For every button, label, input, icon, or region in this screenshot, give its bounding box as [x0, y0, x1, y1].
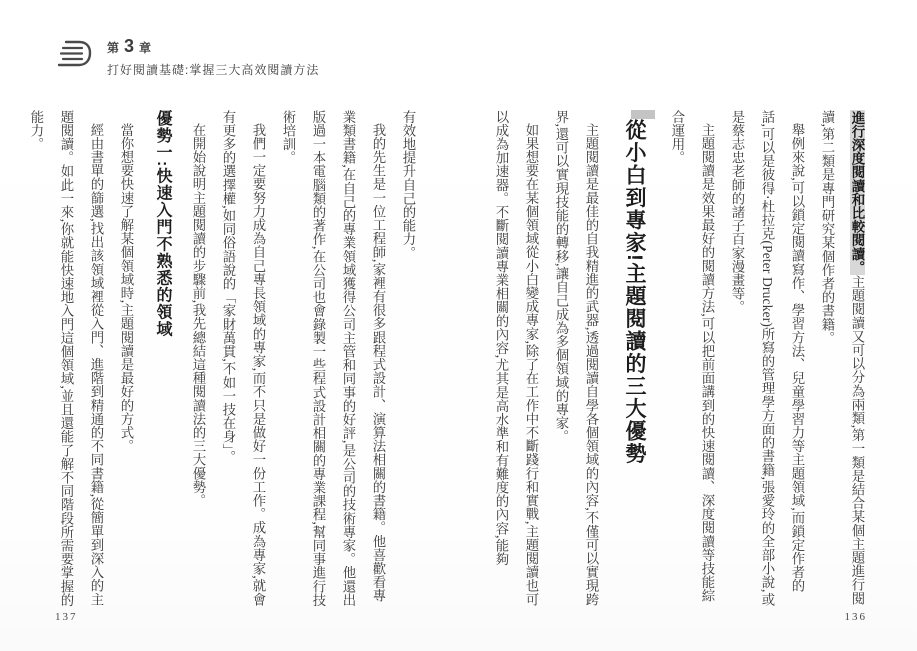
paragraph: 當你想要快速了解某個領域時,主題閱讀是最好的方式。 — [119, 123, 134, 454]
page-left — [29, 110, 423, 610]
paragraph: 在開始說明主題閱讀的步驟前,我先總結這種閱讀法的三大優勢。 — [191, 123, 206, 508]
paragraph: 我們一定要努力成為自己專長領域的專家,而不只是做好一份工作。成為專家,就會有更多的選擇權,如同俗語說的「家財萬貫,不如一技在身」。 — [221, 110, 266, 607]
chapter-prefix: 第 — [107, 41, 122, 55]
paragraph: 主題閱讀是效果最好的閱讀方法,可以把前面講到的快速閱讀、深度閱讀等技能綜合運用。 — [670, 110, 715, 603]
chapter-subtitle: 打好閱讀基礎:掌握三大高效閱讀方法 — [107, 63, 320, 77]
chapter-number-line — [107, 36, 319, 57]
section-heading-text: 從小白到專家!主題閱讀的三大優勢 — [623, 119, 646, 465]
highlighted-lead: 進行深度閱讀和比較閱讀。 — [850, 111, 865, 275]
chapter-header — [55, 36, 319, 78]
chapter-number: 3 — [124, 36, 137, 56]
book-lines-icon — [55, 38, 93, 70]
chapter-title-block — [107, 36, 319, 78]
page-right — [488, 110, 872, 610]
paragraph: 舉例來說,可以鎖定閱讀寫作、學習方法、兒童學習力等主題領域,而鎖定作者的話,可以是彼得‧杜拉克(Peter Drucker)所寫的管理學方面的書籍,張愛玲的全部小說,或是蔡志忠老師的諸子百家漫畫等。 — [730, 110, 805, 607]
paragraph-text: 主題閱讀又可以分為兩類,第一類是結合某個主題進行閱讀,第二類是專門研究某個作者的書籍。 — [820, 110, 865, 606]
paragraph — [812, 110, 872, 610]
page-number-right: 136 — [844, 611, 867, 623]
page-number-left: 137 — [55, 611, 78, 623]
paragraph: 經由書單的篩選,找出該領域裡從入門、進階到精通的不同書籍,從簡單到深入的主題閱讀。如此一來,你就能快速地入門這個領域,並且還能了解不同階段所需要掌握的能力。 — [29, 110, 104, 607]
sub-heading: 優勢一:快速入門不熟悉的領域 — [154, 110, 171, 338]
section-heading — [615, 110, 653, 610]
section-marker-bar — [631, 110, 655, 119]
paragraph: 主題閱讀是最佳的自我精進的武器,透過閱讀自學各個領域的內容,不僅可以實現跨界,還可以實現技能的轉移,讓自己成為多個領域的專家。 — [554, 110, 599, 607]
paragraph: 我的先生是一位工程師,家裡有很多跟程式設計、演算法相關的書籍。他喜歡看專業類書籍,在自己的專業領域獲得公司主管和同事的好評,是公司的技術專家。他還出版過一本電腦類的著作,在公司也會錄製一些程式設計相關的專業課程,幫同事進行技術培訓。 — [281, 110, 386, 607]
paragraph: 有效地提升自己的能力。 — [401, 110, 416, 260]
chapter-suffix: 章 — [139, 41, 154, 55]
paragraph: 如果想要在某個領域從小白變成專家,除了在工作中不斷踐行和實戰,主題閱讀也可以成為加速器。不斷閱讀專業相關的內容,尤其是高水準和有難度的內容,能夠 — [494, 110, 539, 607]
